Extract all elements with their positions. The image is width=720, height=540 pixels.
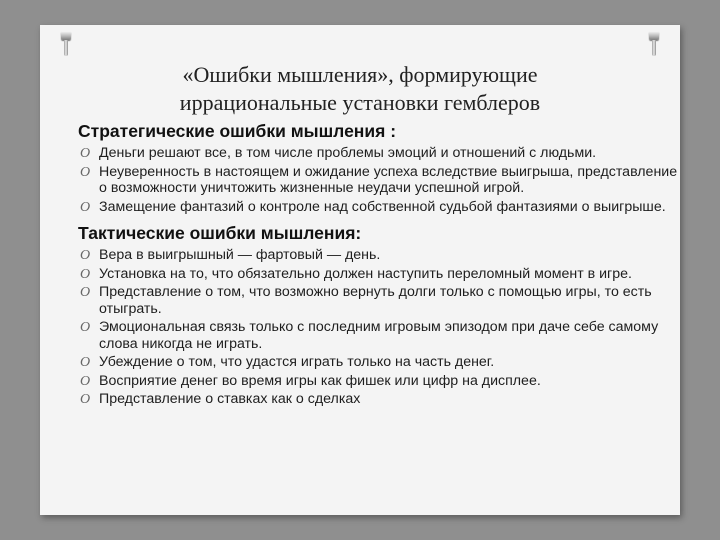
list-item <box>80 284 680 317</box>
list-item-text: Представление о том, что возможно вернуть долги только с помощью игры, то есть отыграть. <box>99 284 652 317</box>
bullet-icon: O <box>80 266 91 282</box>
bullet-icon: O <box>80 164 91 180</box>
pushpin-left-icon <box>61 31 71 57</box>
list-item <box>80 391 680 408</box>
pushpin-right-icon <box>649 31 659 57</box>
bullet-icon: O <box>80 392 91 407</box>
slide-card <box>40 25 680 515</box>
list-item-text: Деньги решают все, в том числе проблемы эмоций и отношений с людьми. <box>99 145 597 161</box>
list-item-text: Установка на то, что обязательно должен наступить переломный момент в игре. <box>99 265 632 282</box>
list-item <box>80 319 680 352</box>
bullet-icon: O <box>80 285 91 300</box>
slide-title-line-2: иррациональные установки гемблеров <box>179 90 541 115</box>
list-item-text: Неуверенность в настоящем и ожидание успеха вследствие выигрыша, представление о возможности уничтожить жизненные неудачи успешной игрой. <box>99 163 678 196</box>
bullet-icon: O <box>80 320 91 335</box>
list-item <box>80 145 680 162</box>
bullet-icon: O <box>80 199 91 215</box>
list-item-text: Замещение фантазий о контроле над собственной судьбой фантазиями о выигрыше. <box>99 198 666 215</box>
list-item <box>80 164 680 197</box>
slide-content <box>80 120 680 410</box>
bullet-icon: O <box>80 248 91 263</box>
bullet-icon: O <box>80 146 91 161</box>
list-item <box>80 247 680 264</box>
tactical-list <box>80 247 680 408</box>
list-item-text: Эмоциональная связь только с последним игровым эпизодом при даче себе самому слова никогда не играть. <box>99 319 659 352</box>
section-heading-tactical: Тактические ошибки мышления: <box>78 223 362 243</box>
list-item <box>80 199 680 216</box>
list-item-text: Убеждение о том, что удастся играть только на часть денег. <box>99 354 495 370</box>
section-heading-strategic: Стратегические ошибки мышления : <box>78 121 397 141</box>
list-item-text: Вера в выигрышный — фартовый — день. <box>99 247 381 263</box>
bullet-icon: O <box>80 373 91 389</box>
list-item <box>80 266 680 283</box>
slide-title <box>80 61 640 117</box>
strategic-list <box>80 145 680 215</box>
slide-title-line-1: «Ошибки мышления», формирующие <box>182 62 538 87</box>
list-item <box>80 354 680 371</box>
list-item-text: Восприятие денег во время игры как фишек или цифр на дисплее. <box>99 372 541 389</box>
list-item-text: Представление о ставках как о сделках <box>99 391 361 407</box>
list-item <box>80 373 680 390</box>
bullet-icon: O <box>80 355 91 370</box>
